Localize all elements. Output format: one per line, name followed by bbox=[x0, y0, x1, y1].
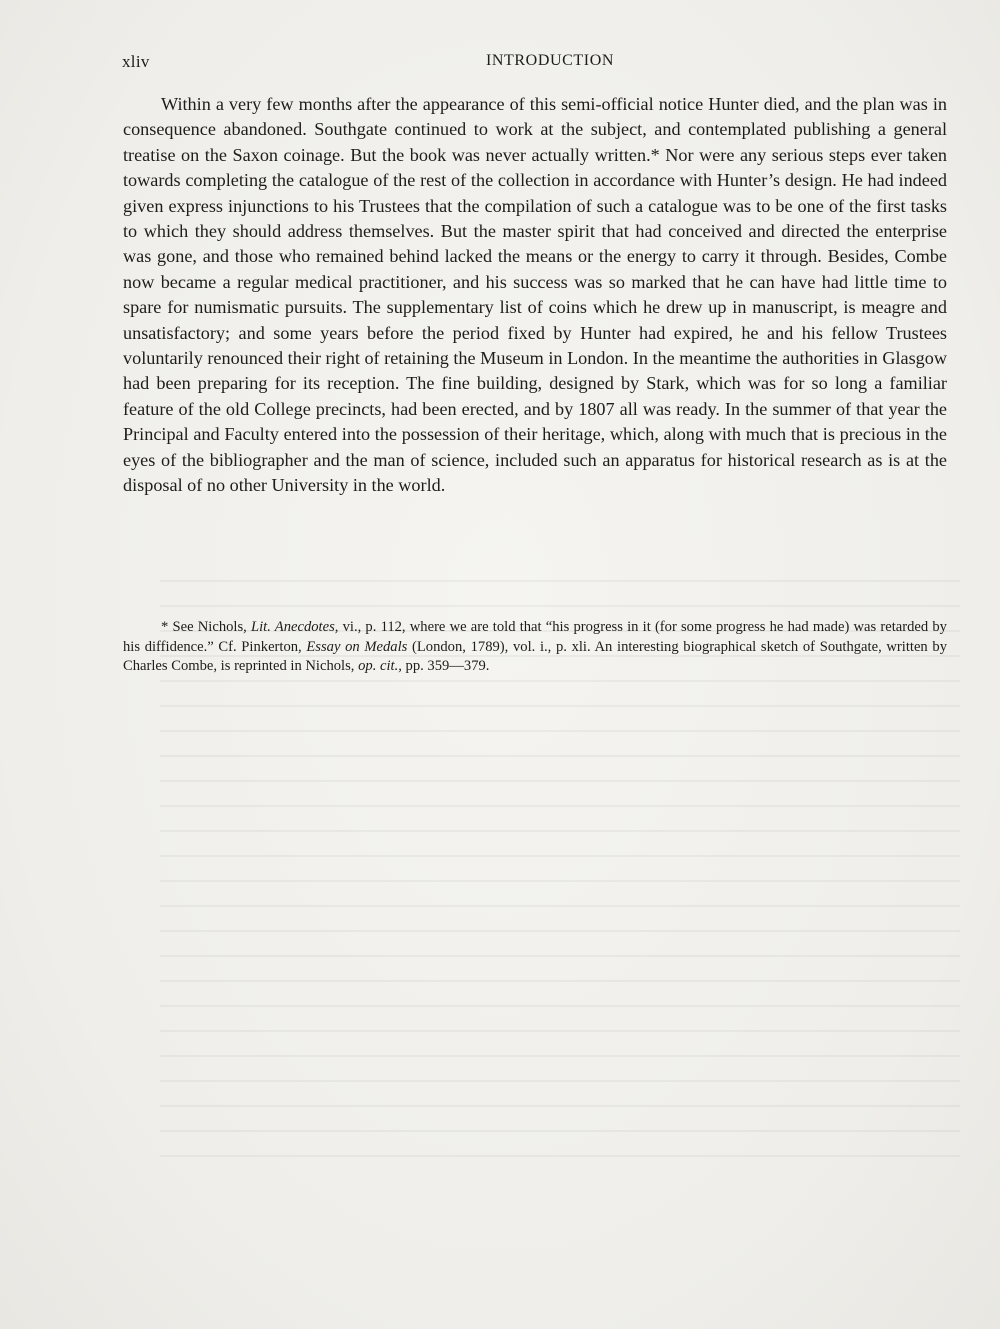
footnote-italic-2: Essay on Medals bbox=[306, 638, 408, 655]
footnote-italic-3: op. cit., bbox=[358, 658, 402, 675]
reverse-page-show-through bbox=[160, 580, 960, 1240]
running-title: INTRODUCTION bbox=[485, 52, 615, 69]
footnote-text-2: vi., p. 112, where we are told that “his progress in it (for some progress he had made) was retarded by his diffidence.” Cf. Pinkerton, bbox=[123, 619, 947, 655]
footnote bbox=[123, 618, 947, 677]
footnote-text-1: * See Nichols, bbox=[161, 619, 251, 635]
running-head bbox=[122, 52, 948, 76]
footnote-italic-1: Lit. Anecdotes, bbox=[250, 619, 339, 635]
footnote-text-4: pp. 359—379. bbox=[401, 658, 490, 675]
footnote-text-3: (London, 1789), vol. i., p. xli. An interesting biographical sketch of Southgate, written by Charles Combe, is reprinted in Nichols, bbox=[123, 638, 947, 675]
body-paragraph: Within a very few months after the appearance of this semi-official notice Hunter died, and the plan was in consequence abandoned. Southgate continued to work at the subject, and contemplated publishing a general treatise on the Saxon coinage. But the book was never actually written.* Nor were any serious steps ever taken towards completing the catalogue of the rest of the collection in accordance with Hunter’s design. He had indeed given express injunctions to his Trustees that the compilation of such a catalogue was to be one of the first tasks to which they should address themselves. But the master spirit that had conceived and directed the enterprise was gone, and those who remained behind lacked the means or the energy to carry it through. Besides, Combe now became a regular medical practitioner, and his success was so marked that he can have had little time to spare for numismatic pursuits. The supplementary list of coins which he drew up in manuscript, is meagre and unsatisfactory; and some years before the period fixed by Hunter had expired, he and his fellow Trustees voluntarily renounced their right of retaining the Museum in London. In the meantime the authorities in Glasgow had been preparing for its reception. The fine building, designed by Stark, which was for so long a familiar feature of the old College precincts, had been erected, and by 1807 all was ready. In the summer of that year the Principal and Faculty entered into the possession of their heritage, which, along with much that is precious in the eyes of the bibliographer and the man of science, included such an apparatus for historical research as is at the disposal of no other University in the world. bbox=[123, 94, 947, 496]
page-number: xliv bbox=[122, 52, 150, 71]
